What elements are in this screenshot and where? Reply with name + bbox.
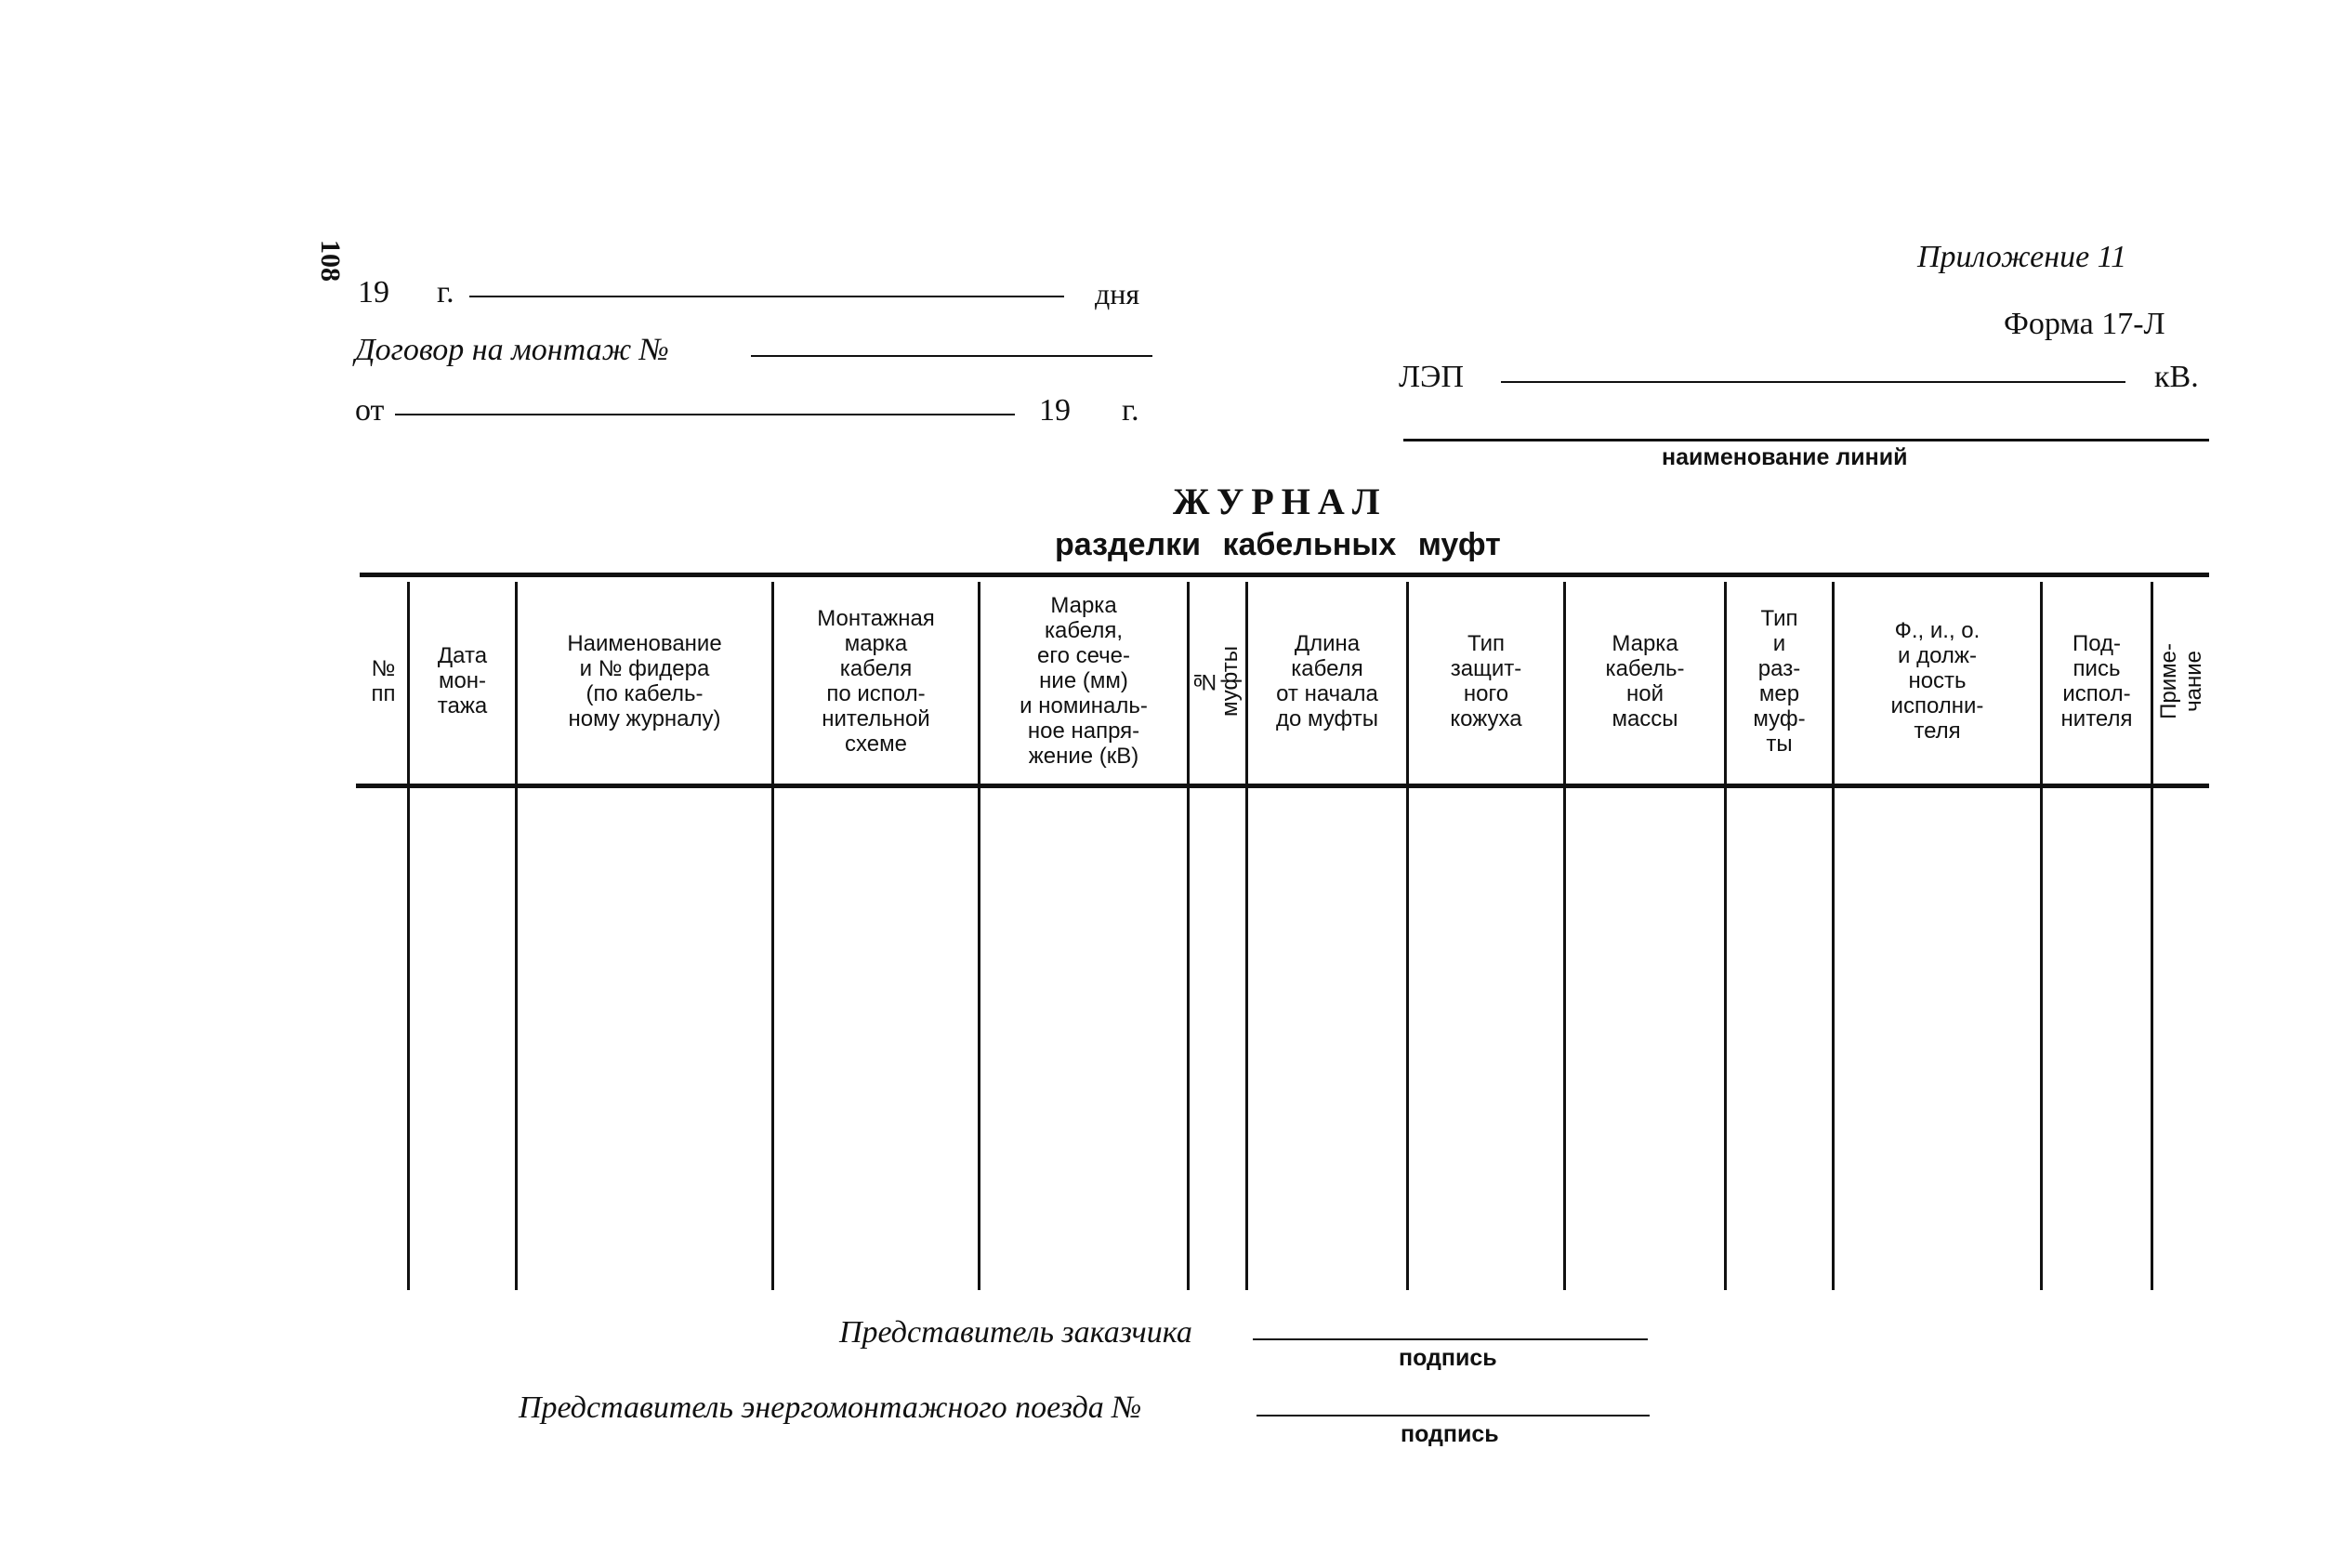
col-header-executor-signature: Под- пись испол- нителя (2060, 630, 2133, 731)
col-header-feeder: Наименование и № фидера (по кабель- ному журналу) (567, 630, 722, 731)
journal-subtitle: разделки кабельных муфт (1055, 527, 1501, 562)
train-representative-label: Представитель энергомонтажного поезда № (519, 1390, 1142, 1425)
col-header-compound-mark: Марка кабель- ной массы (1605, 630, 1685, 731)
contract-label: Договор на монтаж № (355, 333, 669, 367)
from-blank-line (395, 414, 1015, 415)
col-header-date: Дата мон- тажа (437, 643, 488, 718)
customer-signature-caption: подпись (1399, 1345, 1497, 1371)
lep-unit: кВ. (2154, 360, 2199, 394)
journal-title: ЖУРНАЛ (1173, 481, 1388, 522)
date-year: 19 (358, 275, 389, 310)
col-header-executor-name: Ф., и., о. и долж- ность исполни- теля (1890, 618, 1984, 744)
from-year: 19 (1039, 393, 1071, 428)
table-header-bottom-rule (356, 784, 2209, 788)
col-header-joint-type-size: Тип и раз- мер муф- ты (1753, 605, 1806, 757)
lep-blank-line (1501, 381, 2125, 383)
train-signature-line (1257, 1415, 1650, 1416)
lep-label: ЛЭП (1399, 360, 1465, 394)
from-ot: от (355, 393, 385, 428)
customer-signature-line (1253, 1338, 1648, 1340)
col-header-cover-type: Тип защит- ного кожуха (1450, 630, 1522, 731)
col-header-mounting-mark: Монтажная марка кабеля по испол- нительной схеме (817, 605, 935, 757)
train-signature-caption: подпись (1401, 1421, 1499, 1447)
customer-representative-label: Представитель заказчика (839, 1315, 1192, 1350)
lep-name-line (1403, 439, 2209, 441)
from-g: г. (1122, 393, 1139, 428)
lep-caption: наименование линий (1662, 444, 1908, 470)
col-header-cable-mark: Марка кабеля, его сече- ние (мм) и номиналь- ное напря- жение (кВ) (1020, 593, 1148, 769)
appendix-label: Приложение 11 (1917, 240, 2127, 274)
date-g: г. (437, 275, 454, 310)
col-header-note: Приме- чание (2156, 642, 2206, 719)
form-label: Форма 17-Л (2004, 307, 2165, 341)
page-number: 108 (315, 240, 346, 282)
col-header-cable-length: Длина кабеля от начала до муфты (1276, 630, 1378, 731)
date-day: дня (1095, 277, 1140, 310)
col-header-joint-number: № муфты (1192, 645, 1243, 717)
table-top-rule (360, 573, 2209, 577)
col-header-number: № пп (371, 655, 396, 706)
contract-blank-line (751, 355, 1152, 357)
date-blank-line (469, 296, 1064, 297)
